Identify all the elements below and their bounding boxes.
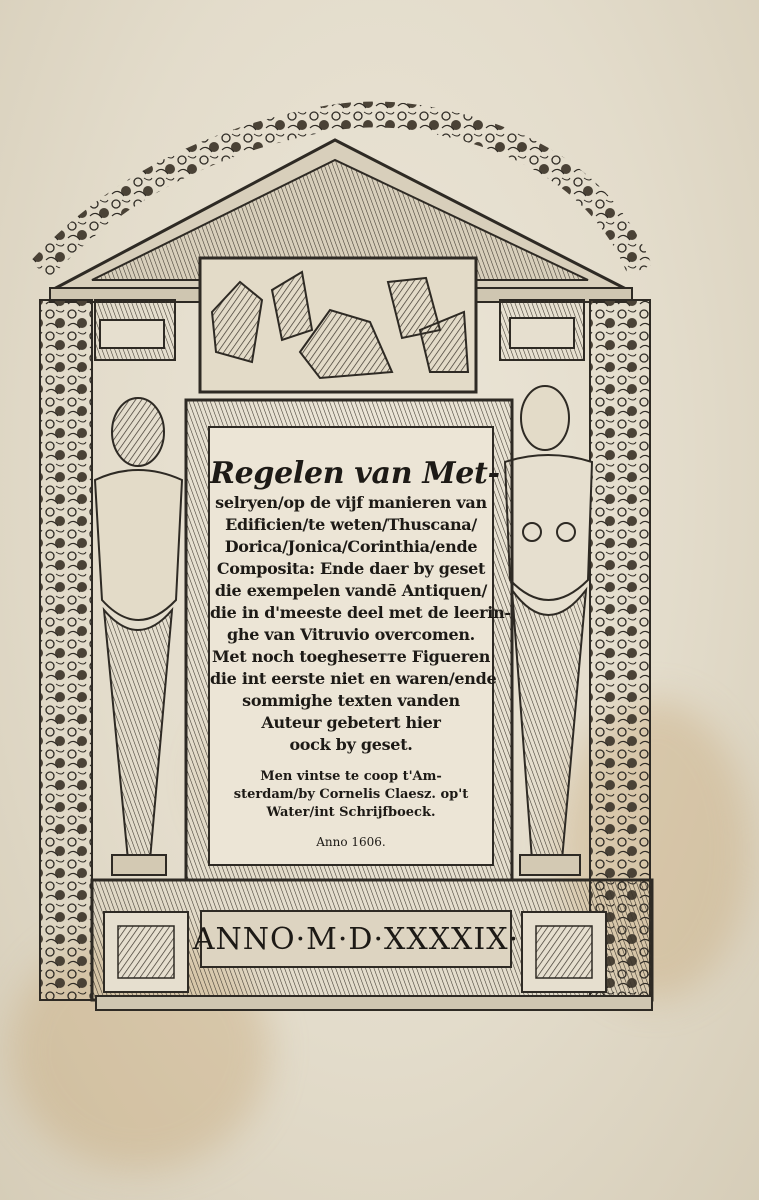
title-line: sommighe texten vanden — [242, 691, 460, 710]
title-line: Edificien/te weten/Thuscana/ — [225, 515, 477, 534]
title-line: selryen/op de vijf manieren van — [215, 493, 487, 512]
title-line: Auteur gebetert hier — [261, 713, 441, 732]
imprint-line: Water/int Schrijfboeck. — [266, 805, 436, 820]
anno-inscription-panel — [192, 910, 520, 968]
book-title — [210, 456, 511, 756]
publication-year: Anno 1606. — [316, 835, 386, 849]
female-term-figure — [505, 386, 592, 875]
title-line: Composita: Ende daer by geset — [216, 559, 486, 578]
anno-inscription: ANNO·M·D·XXXXIX· — [192, 921, 520, 957]
foliage-column-left — [40, 300, 92, 1000]
male-term-figure — [95, 398, 182, 875]
title-cartouche — [208, 426, 511, 866]
title-line: die exempelen vandē Antiquen/ — [214, 581, 488, 600]
title-line: die in d'meeste deel met de leerin- — [210, 603, 511, 622]
title-line: Regelen van Met- — [210, 456, 500, 491]
title-line: ghe van Vitruvio overcomen. — [227, 625, 475, 644]
title-line: oock by geset. — [289, 735, 413, 754]
imprint-line: Men vintse te coop t'Am- — [260, 769, 442, 784]
title-line: Dorica/Jonica/Corinthia/ende — [224, 537, 478, 556]
title-line: Met noch toegheseтте Figueren — [211, 647, 491, 666]
imprint-line: sterdam/by Cornelis Claesz. op't — [233, 787, 469, 802]
title-line: die int eerste niet en waren/ende — [210, 669, 497, 688]
imprint — [210, 768, 492, 822]
